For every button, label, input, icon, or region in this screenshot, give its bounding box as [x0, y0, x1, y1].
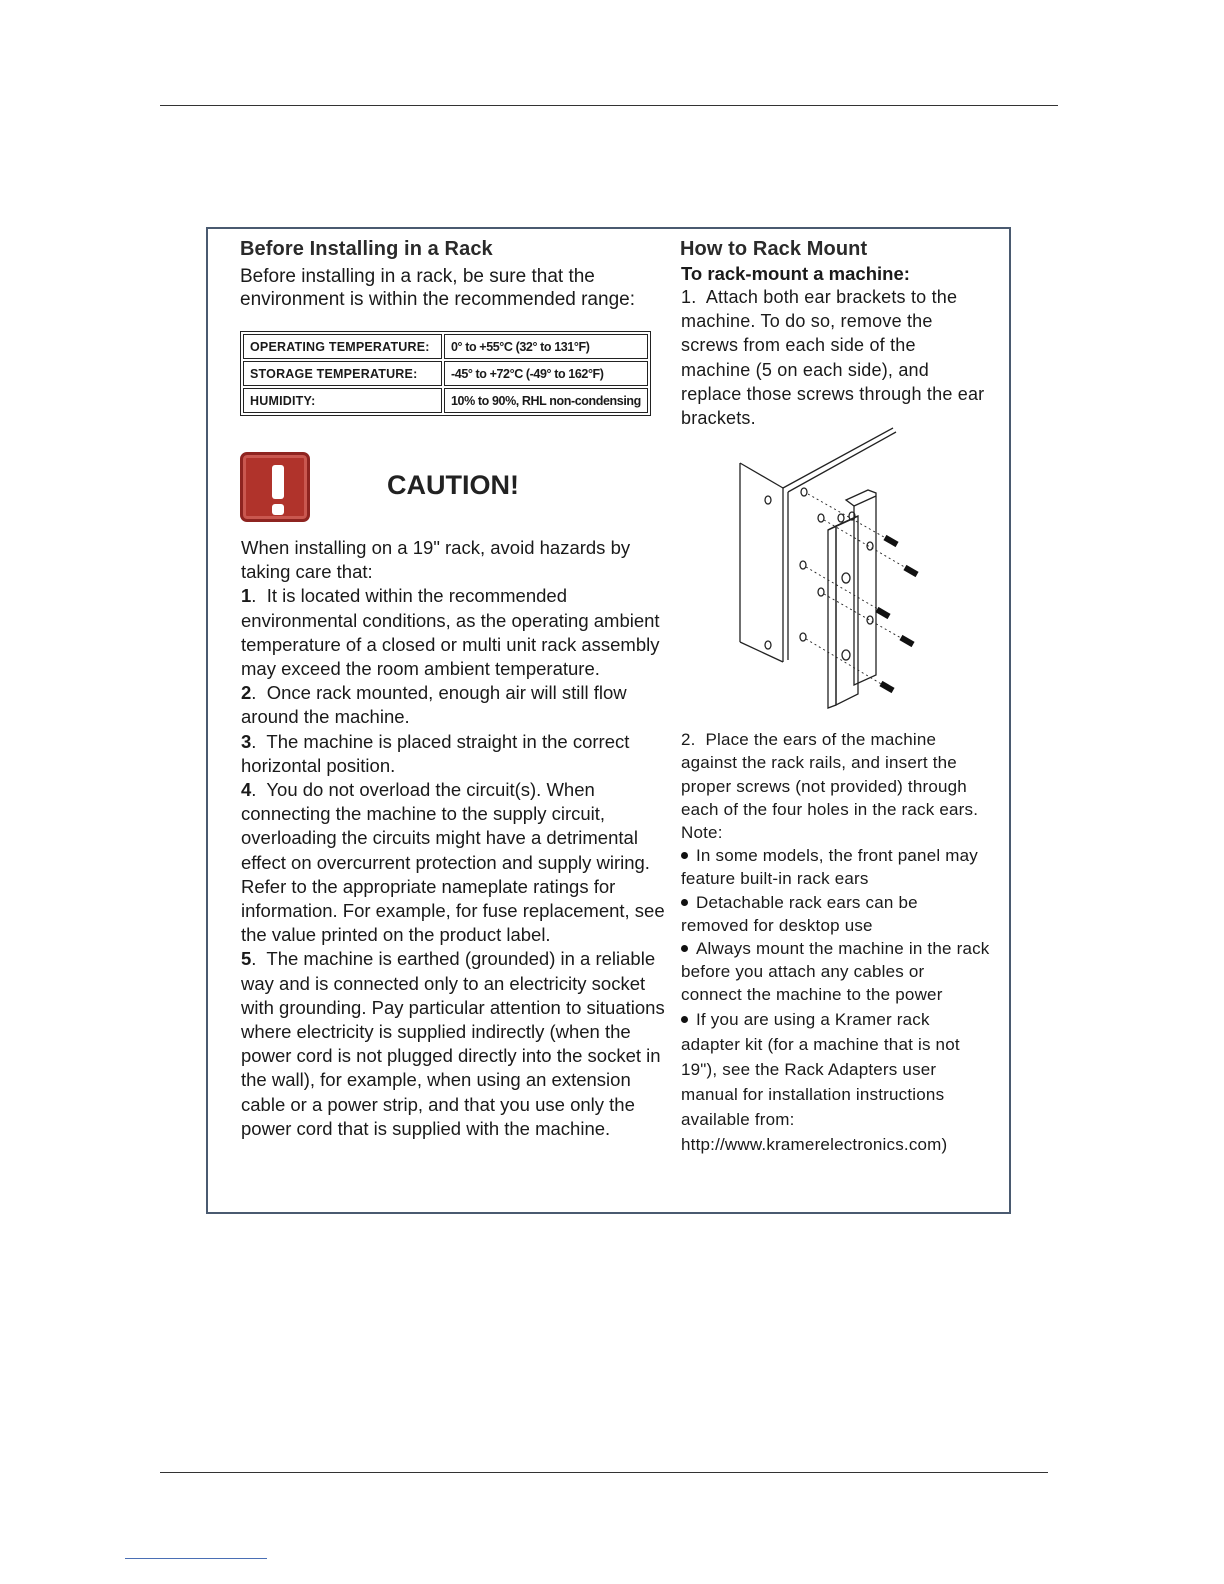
env-value: -45° to +72°C (-49° to 162°F)	[444, 361, 648, 386]
left-column	[240, 238, 665, 1141]
table-row	[243, 334, 648, 359]
list-item: If you are using a Kramer rack adapter kit (for a machine that is not 19"), see the Rack Adapters user manual for installation instructions available from: http://www.kramerelectronics.com)	[681, 1009, 960, 1154]
table-row	[243, 388, 648, 413]
env-label: STORAGE TEMPERATURE:	[243, 361, 442, 386]
bullet-icon	[681, 1016, 688, 1023]
bullet-icon	[681, 899, 688, 906]
env-label: OPERATING TEMPERATURE:	[243, 334, 442, 359]
note-label: Note:	[681, 823, 723, 843]
environment-table	[240, 331, 651, 416]
procedure-subtitle: To rack-mount a machine:	[681, 263, 910, 284]
list-item: 5. The machine is earthed (grounded) in a reliable way and is connected only to an electricity socket with grounding. Pay particular attention to situations where electricity is supplied indirectly (when the power cord is not plugged directly into the socket in the wall), for example, when using an extension cable or a power strip, and that you use only the power cord that is supplied with the machine.	[241, 948, 665, 1139]
list-item: 4. You do not overload the circuit(s). When connecting the machine to the supply circuit, overloading the circuits might have a detrimental effect on overcurrent protection and supply wiring. Refer to the appropriate nameplate ratings for information. For example, for fuse replacement, see the value printed on the product label.	[241, 779, 665, 946]
caution-header	[240, 452, 665, 532]
step-2-and-notes	[681, 728, 990, 1156]
caution-body	[241, 536, 665, 1141]
bullet-icon	[681, 945, 688, 952]
section-title-before-installing: Before Installing in a Rack	[240, 238, 493, 260]
caution-intro: When installing on a 19" rack, avoid hazards by taking care that:	[241, 537, 631, 583]
list-item: Detachable rack ears can be removed for desktop use	[681, 892, 918, 935]
intro-text: Before installing in a rack, be sure that the environment is within the recommended range:	[240, 266, 635, 310]
list-item: 2. Once rack mounted, enough air will still flow around the machine.	[241, 682, 627, 728]
list-item: In some models, the front panel may feature built-in rack ears	[681, 846, 978, 889]
list-item: 1. It is located within the recommended environmental conditions, as the operating ambient temperature of a closed or multi unit rack assembly may exceed the room ambient temperature.	[241, 585, 660, 680]
table-row	[243, 361, 648, 386]
footer-rule	[160, 1472, 1048, 1473]
footer-link-underline	[125, 1558, 267, 1559]
list-item: 3. The machine is placed straight in the correct horizontal position.	[241, 730, 630, 776]
section-title-rack-mount: How to Rack Mount	[680, 238, 868, 260]
caution-exclamation-icon	[240, 452, 310, 522]
step-2: 2. Place the ears of the machine against the rack rails, and insert the proper screws (not provided) through each of the four holes in the rack ears.	[681, 730, 979, 819]
header-rule	[160, 105, 1058, 106]
list-item: Always mount the machine in the rack before you attach any cables or connect the machine to the power	[681, 939, 990, 1005]
bullet-icon	[681, 852, 688, 859]
env-label: HUMIDITY:	[243, 388, 442, 413]
rack-ear-diagram	[728, 420, 928, 715]
caution-title: CAUTION!	[387, 470, 519, 500]
step-1: 1. Attach both ear brackets to the machine. To do so, remove the screws from each side of the machine (5 on each side), and replace those screws through the ear brackets.	[681, 287, 985, 429]
env-value: 0° to +55°C (32° to 131°F)	[444, 334, 648, 359]
env-value: 10% to 90%, RHL non-condensing	[444, 388, 648, 413]
